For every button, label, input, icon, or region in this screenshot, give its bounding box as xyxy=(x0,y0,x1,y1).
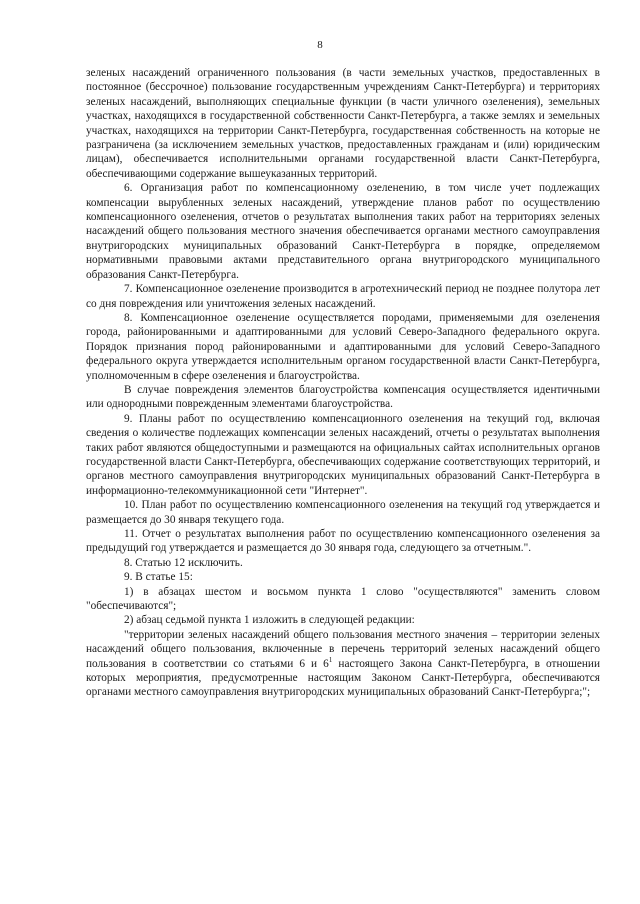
document-body xyxy=(86,66,600,700)
paragraph-article-12: 8. Статью 12 исключить. xyxy=(124,556,243,569)
article-superscript: 1 xyxy=(328,655,333,664)
paragraph-continuation: зеленых насаждений ограниченного пользования (в части земельных участков, предоставленных в постоянное (бессрочное) пользование государственным учреждениям Санкт-Петербурга) и территориях зеленых насаждений, выполняющих специальные функции (в части уличного озеленения), земельных участках, находящихся в государственной собственности Санкт-Петербурга, а также землях и земельных участках, находящихся на территории Санкт-Петербурга, государственная собственность на которые не разграничена (за исключением земельных участков, предоставленных гражданам и (или) юридическим лицам), обеспечивается исполнительными органами государственной власти Санкт-Петербурга, обеспечивающими содержание вышеуказанных территорий. xyxy=(86,67,600,180)
paragraph-article-15: 9. В статье 15: xyxy=(124,571,193,584)
paragraph-item-6: 6. Организация работ по компенсационному озеленению, в том числе учет подлежащих компенсации вырубленных зеленых насаждений, утверждение планов работ по осуществлению компенсационного озеленения, отчетов о результатах выполнения таких работ на территориях зеленых насаждений общего пользования местного значения обеспечивается органами местного самоуправления внутригородских муниципальных образований Санкт-Петербурга в порядке, определяемом нормативными правовыми актами представительного органа внутригородского муниципального образования Санкт-Петербурга. xyxy=(86,182,600,281)
paragraph-item-10: 10. План работ по осуществлению компенсационного озеленения на текущий год утверждается и размещается до 30 января текущего года. xyxy=(86,499,600,526)
paragraph-item-8: 8. Компенсационное озеленение осуществляется породами, применяемыми для озеленения города, районированными и адаптированными для условий Северо-Западного федерального округа. Порядок признания пород районированными и адаптированными для условий Северо-Западного федерального округа утверждается исполнительным органом государственной власти Санкт-Петербурга, уполномоченным в сфере озеленения и благоустройства. xyxy=(86,311,600,382)
new-wording-text-part1: "территории зеленых насаждений общего пользования местного значения – территории зеленых насаждений общего пользования, включенные в перечень территорий зеленых насаждений общего пользования в соответствии со статьями 6 и 6 xyxy=(86,628,600,670)
paragraph-subitem-2: 2) абзац седьмой пункта 1 изложить в следующей редакции: xyxy=(124,614,415,627)
paragraph-item-7: 7. Компенсационное озеленение производится в агротехнический период не позднее полутора лет со дня повреждения или уничтожения зеленых насаждений. xyxy=(86,283,600,310)
paragraph-subitem-1: 1) в абзацах шестом и восьмом пункта 1 слово "осуществляются" заменить словом "обеспечиваются"; xyxy=(86,585,600,613)
new-wording-text-part2: настоящего Закона Санкт-Петербурга, в отношении которых мероприятия, предусмотренные настоящим Законом Санкт-Петербурга, обеспечиваются органами местного самоуправления внутригородских муниципальных образований Санкт-Петербурга;"; xyxy=(86,657,600,699)
paragraph-new-wording xyxy=(86,628,600,700)
paragraph-item-11: 11. Отчет о результатах выполнения работ по осуществлению компенсационного озеленения за предыдущий год утверждается и размещается до 30 января года, следующего за отчетным.". xyxy=(86,528,600,555)
paragraph-item-9: 9. Планы работ по осуществлению компенсационного озеленения на текущий год, включая сведения о количестве подлежащих компенсации зеленых насаждений, отчеты о результатах выполнения таких работ являются общедоступными и размещаются на официальных сайтах исполнительных органов государственной власти Санкт-Петербурга, обеспечивающих содержание соответствующих территорий, и органов местного самоуправления внутригородских муниципальных образований Санкт-Петербурга в информационно-телекоммуникационной сети "Интернет". xyxy=(86,412,600,497)
paragraph-amenities: В случае повреждения элементов благоустройства компенсация осуществляется идентичными или однородными поврежденным элементами благоустройства. xyxy=(86,383,600,411)
page-number: 8 xyxy=(317,39,323,51)
